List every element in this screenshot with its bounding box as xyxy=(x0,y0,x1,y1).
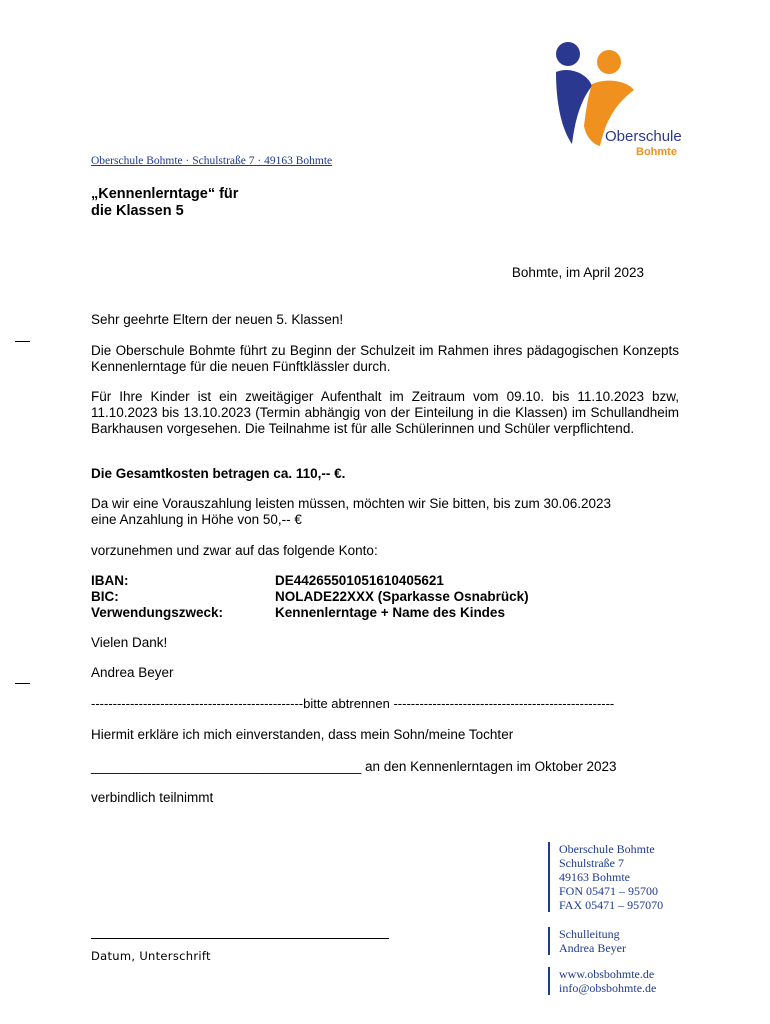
signature-label: Datum, Unterschrift xyxy=(91,949,211,963)
sidebar-management-block xyxy=(548,927,626,955)
paragraph-stay: Für Ihre Kinder ist ein zweitägiger Aufenthalt im Zeitraum vom 09.10. bis 11.10.2023 bzw, 11.10.2023 bis 13.10.2023 (Termin abhängig von der Einteilung in die Klassen) im Schullandheim Barkhausen vorgesehen. Die Teilnahme ist für alle Schülerinnen und Schüler verpflichtend. xyxy=(91,389,679,436)
title-line-1: „Kennenlerntage“ für xyxy=(91,186,239,202)
sidebar-city: 49163 Bohmte xyxy=(559,870,630,884)
bank-row-reference xyxy=(91,605,529,621)
sidebar-management-name: Andrea Beyer xyxy=(559,941,626,955)
account-intro: vorzunehmen und zwar auf das folgende Konto: xyxy=(91,543,378,558)
bank-row-bic xyxy=(91,589,529,605)
sidebar-address-block xyxy=(548,842,663,912)
reference-label: Verwendungszweck: xyxy=(91,605,224,620)
sidebar-phone: FON 05471 – 95700 xyxy=(559,884,659,898)
costs-statement: Die Gesamtkosten betragen ca. 110,-- €. xyxy=(91,466,346,481)
bic-label: BIC: xyxy=(91,589,119,604)
bank-row-iban xyxy=(91,573,529,589)
reference-value: Kennenlerntage + Name des Kindes xyxy=(275,605,505,620)
sender-address-line[interactable]: Oberschule Bohmte · Schulstraße 7 · 49163 Bohmte xyxy=(91,155,333,167)
signer-name: Andrea Beyer xyxy=(91,665,174,680)
sidebar-school-name: Oberschule Bohmte xyxy=(559,842,655,856)
sidebar-street: Schulstraße 7 xyxy=(559,856,624,870)
payment-request-line-1: Da wir eine Vorauszahlung leisten müssen, möchten wir Sie bitten, bis zum 30.06.2023 xyxy=(91,496,612,511)
fold-mark-top xyxy=(15,341,30,342)
logo-orange-head xyxy=(597,50,621,74)
school-logo xyxy=(548,40,688,162)
paragraph-intro: Die Oberschule Bohmte führt zu Beginn der Schulzeit im Rahmen ihres pädagogischen Konzepts Kennenlerntage für die neuen Fünftklässler durch. xyxy=(91,343,679,374)
fold-mark-bottom xyxy=(15,683,30,684)
bank-details xyxy=(91,573,529,621)
letter-date: Bohmte, im April 2023 xyxy=(511,265,644,280)
logo-name: Oberschule xyxy=(605,128,682,145)
consent-statement: Hiermit erkläre ich mich einverstanden, dass mein Sohn/meine Tochter xyxy=(91,727,514,742)
iban-value: DE44265501051610405621 xyxy=(275,573,444,588)
title-line-2: die Klassen 5 xyxy=(91,203,184,219)
logo-blue-head xyxy=(556,42,580,66)
bic-value: NOLADE22XXX (Sparkasse Osnabrück) xyxy=(275,589,529,604)
sidebar-management-title: Schulleitung xyxy=(559,927,620,941)
logo-sub: Bohmte xyxy=(636,146,677,158)
sidebar-fax: FAX 05471 – 957070 xyxy=(559,898,664,912)
cut-separator: -------------------------------------------------bitte abtrennen --------------------------------------------------- xyxy=(91,696,615,711)
sidebar-web-block xyxy=(548,967,656,995)
iban-label: IBAN: xyxy=(91,573,129,588)
signature-line[interactable] xyxy=(91,938,389,939)
salutation: Sehr geehrte Eltern der neuen 5. Klassen! xyxy=(91,312,344,327)
sidebar-email[interactable]: info@obsbohmte.de xyxy=(559,981,657,995)
payment-request-line-2: eine Anzahlung in Höhe von 50,-- € xyxy=(91,512,302,527)
letter-title xyxy=(91,186,238,220)
child-name-blank[interactable]: ____________________________________ an den Kennenlerntagen im Oktober 2023 xyxy=(91,759,617,774)
sidebar-website[interactable]: www.obsbohmte.de xyxy=(559,967,655,981)
binding-participation: verbindlich teilnimmt xyxy=(91,790,214,805)
thanks: Vielen Dank! xyxy=(91,635,168,650)
